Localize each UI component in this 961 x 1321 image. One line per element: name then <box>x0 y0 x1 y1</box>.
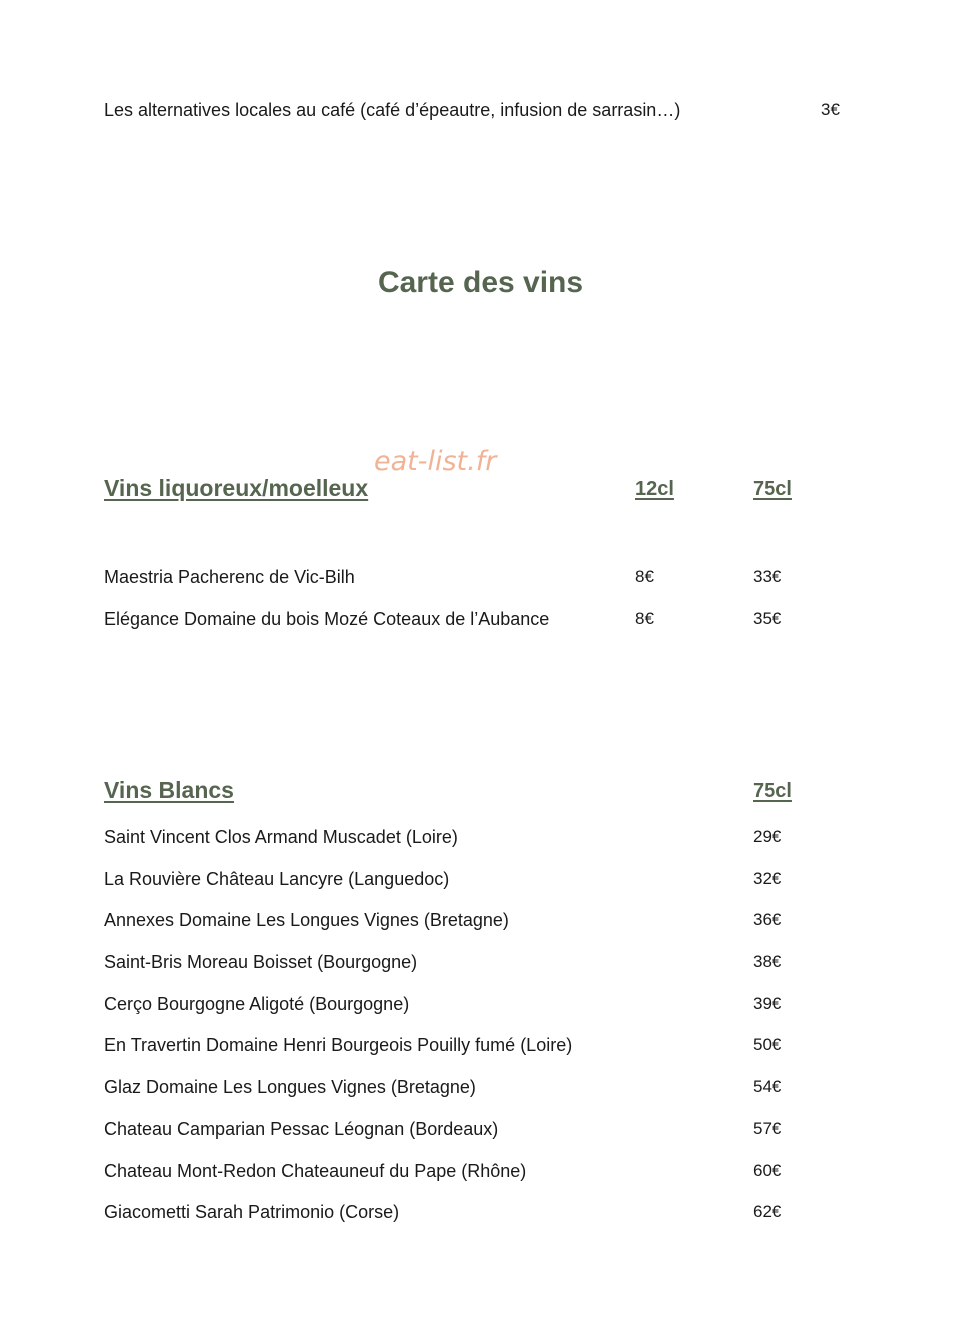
list-item <box>0 826 961 848</box>
list-item <box>0 1160 961 1182</box>
wine-name: Annexes Domaine Les Longues Vignes (Bretagne) <box>104 910 509 930</box>
wine-price-75cl: 60€ <box>753 1161 782 1180</box>
list-item <box>0 1118 961 1140</box>
section-heading-sweet-wines: Vins liquoreux/moelleux <box>104 475 369 501</box>
wine-price-75cl: 35€ <box>753 609 782 628</box>
wine-name: En Travertin Domaine Henri Bourgeois Pouilly fumé (Loire) <box>104 1035 573 1055</box>
wine-name: Giacometti Sarah Patrimonio (Corse) <box>104 1202 400 1222</box>
wine-price-75cl: 62€ <box>753 1202 782 1221</box>
list-item <box>0 951 961 973</box>
column-header-75cl: 75cl <box>753 780 792 802</box>
wine-name: Chateau Mont-Redon Chateauneuf du Pape (Rhône) <box>104 1161 527 1181</box>
top-item-price: 3€ <box>821 100 840 119</box>
list-item <box>0 566 961 588</box>
wine-name: Maestria Pacherenc de Vic-Bilh <box>104 567 355 587</box>
list-item <box>0 608 961 630</box>
wine-name: La Rouvière Château Lancyre (Languedoc) <box>104 869 450 889</box>
wine-price-75cl: 29€ <box>753 827 782 846</box>
list-item <box>0 1034 961 1056</box>
section-heading-white-wines: Vins Blancs <box>104 777 234 803</box>
wine-price-12cl: 8€ <box>635 609 654 628</box>
wine-price-75cl: 57€ <box>753 1119 782 1138</box>
wine-price-75cl: 54€ <box>753 1077 782 1096</box>
wine-price-75cl: 38€ <box>753 952 782 971</box>
list-item <box>0 1076 961 1098</box>
list-item <box>0 993 961 1015</box>
wine-price-75cl: 36€ <box>753 910 782 929</box>
list-item <box>0 1201 961 1223</box>
page-title: Carte des vins <box>377 266 584 299</box>
wine-name: Elégance Domaine du bois Mozé Coteaux de l’Aubance <box>104 609 550 629</box>
top-item-name: Les alternatives locales au café (café d’épeautre, infusion de sarrasin…) <box>104 100 681 120</box>
wine-price-75cl: 32€ <box>753 869 782 888</box>
top-menu-item <box>0 99 961 121</box>
wine-price-75cl: 39€ <box>753 994 782 1013</box>
watermark-logo: eat-list.fr <box>374 446 497 477</box>
list-item <box>0 909 961 931</box>
wine-name: Glaz Domaine Les Longues Vignes (Bretagne) <box>104 1077 476 1097</box>
wine-price-75cl: 50€ <box>753 1035 782 1054</box>
wine-name: Chateau Camparian Pessac Léognan (Bordeaux) <box>104 1119 499 1139</box>
list-item <box>0 868 961 890</box>
column-header-75cl: 75cl <box>753 478 792 500</box>
wine-name: Cerço Bourgogne Aligoté (Bourgogne) <box>104 994 410 1014</box>
wine-name: Saint-Bris Moreau Boisset (Bourgogne) <box>104 952 418 972</box>
wine-name: Saint Vincent Clos Armand Muscadet (Loire) <box>104 827 458 847</box>
wine-price-12cl: 8€ <box>635 567 654 586</box>
wine-price-75cl: 33€ <box>753 567 782 586</box>
column-header-12cl: 12cl <box>635 478 674 500</box>
